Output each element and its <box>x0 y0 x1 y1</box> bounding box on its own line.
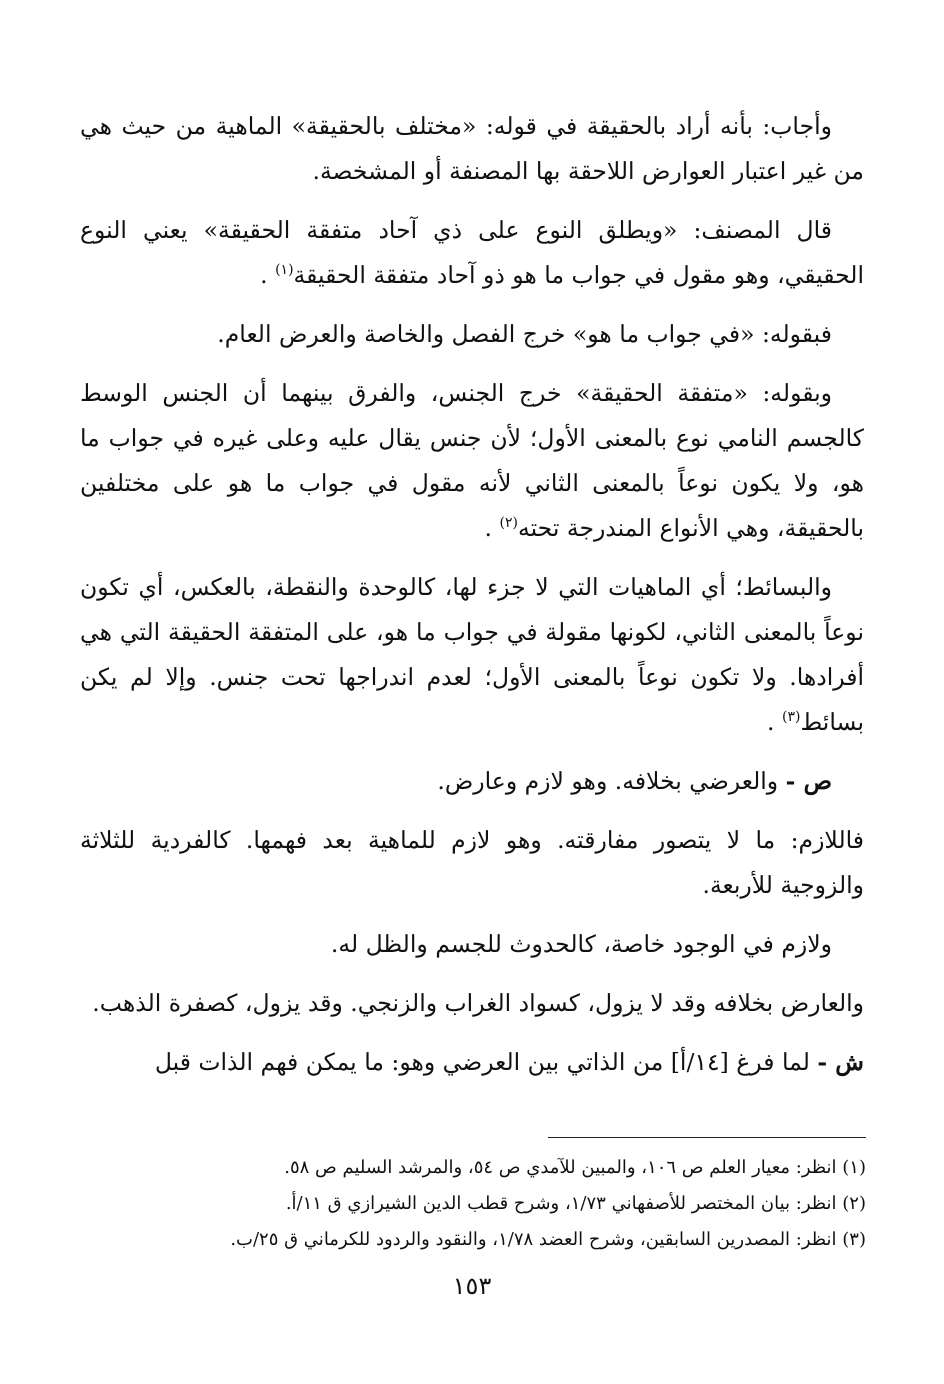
page-number: ١٥٣ <box>452 1272 492 1300</box>
paragraph-8-text: ولازم في الوجود خاصة، كالحدوث للجسم والظل له. <box>330 930 832 958</box>
footnote-separator <box>548 1137 866 1138</box>
footnote-3: (٣) انظر: المصدرين السابقين، وشرح العضد ١/٧٨، والنقود والردود للكرماني ق ٢٥/ب. <box>230 1229 866 1250</box>
paragraph-5-text: والبسائط؛ أي الماهيات التي لا جزء لها، كالوحدة والنقطة، بالعكس، أي تكون نوعاً بالمعنى الثاني، لكونها مقولة في جواب ما هو، على المتفقة الحقيقة التي هي أفرادها. ولا تكون نوعاً بالمعنى الأول؛ لعدم اندراجها تحت جنس. وإلا لم يكن بسائط <box>80 573 864 736</box>
paragraph-3 <box>80 312 864 357</box>
footnote-ref-3[interactable]: (٣) <box>782 709 801 726</box>
paragraph-4-text: وبقوله: «متفقة الحقيقة» خرج الجنس، والفرق بينهما أن الجنس الوسط كالجسم النامي نوع بالمعنى الأول؛ لأن جنس يقال عليه وعلى غيره في جواب ما هو، ولا يكون نوعاً بالمعنى الثاني لأنه مقول في جواب ما هو على مختلفين بالحقيقة، وهي الأنواع المندرجة تحته <box>80 379 864 542</box>
paragraph-2 <box>80 208 864 298</box>
paragraph-7-text: فاللازم: ما لا يتصور مفارقته. وهو لازم للماهية بعد فهمها. كالفردية للثلاثة والزوجية للأربعة. <box>80 826 864 899</box>
paragraph-9-text: والعارض بخلافه وقد لا يزول، كسواد الغراب والزنجي. وقد يزول، كصفرة الذهب. <box>92 989 864 1017</box>
footnote-ref-2[interactable]: (٢) <box>499 515 518 532</box>
paragraph-9 <box>80 981 864 1026</box>
paragraph-4 <box>80 371 864 551</box>
paragraph-10-text: لما فرغ [١٤/أ] من الذاتي بين العرضي وهو: ما يمكن فهم الذات قبل <box>154 1048 810 1076</box>
paragraph-1-text: وأجاب: بأنه أراد بالحقيقة في قوله: «مختلف بالحقيقة» الماهية من حيث هي من غير اعتبار العوارض اللاحقة بها المصنفة أو المشخصة. <box>80 112 864 185</box>
paragraph-7 <box>80 818 864 908</box>
section-marker-text: ص - <box>785 767 832 795</box>
paragraph-3-text: فبقوله: «في جواب ما هو» خرج الفصل والخاصة والعرض العام. <box>217 320 832 348</box>
paragraph-6-text: والعرضي بخلافه. وهو لازم وعارض. <box>437 767 779 795</box>
paragraph-6 <box>80 759 864 804</box>
paragraph-2-text: قال المصنف: «ويطلق النوع على ذي آحاد متفقة الحقيقة» يعني النوع الحقيقي، وهو مقول في جواب ما هو ذو آحاد متفقة الحقيقة <box>80 216 864 289</box>
paragraph-10 <box>80 1040 864 1085</box>
footnotes <box>80 1150 866 1258</box>
footnote-1: (١) انظر: معيار العلم ص ١٠٦، والمبين للآمدي ص ٥٤، والمرشد السليم ص ٥٨. <box>284 1157 866 1178</box>
paragraph-5-end: . <box>767 708 775 736</box>
body-text <box>80 104 864 1085</box>
paragraph-2-end: . <box>260 261 268 289</box>
paragraph-8 <box>80 922 864 967</box>
paragraph-4-end: . <box>484 514 493 542</box>
footnote-ref-1[interactable]: (١) <box>275 262 294 279</box>
footnote-2: (٢) انظر: بيان المختصر للأصفهاني ١/٧٣، وشرح قطب الدين الشيرازي ق ١١/أ. <box>285 1193 866 1214</box>
paragraph-5 <box>80 565 864 745</box>
paragraph-1 <box>80 104 864 194</box>
section-marker-commentary: ش - <box>817 1048 864 1076</box>
